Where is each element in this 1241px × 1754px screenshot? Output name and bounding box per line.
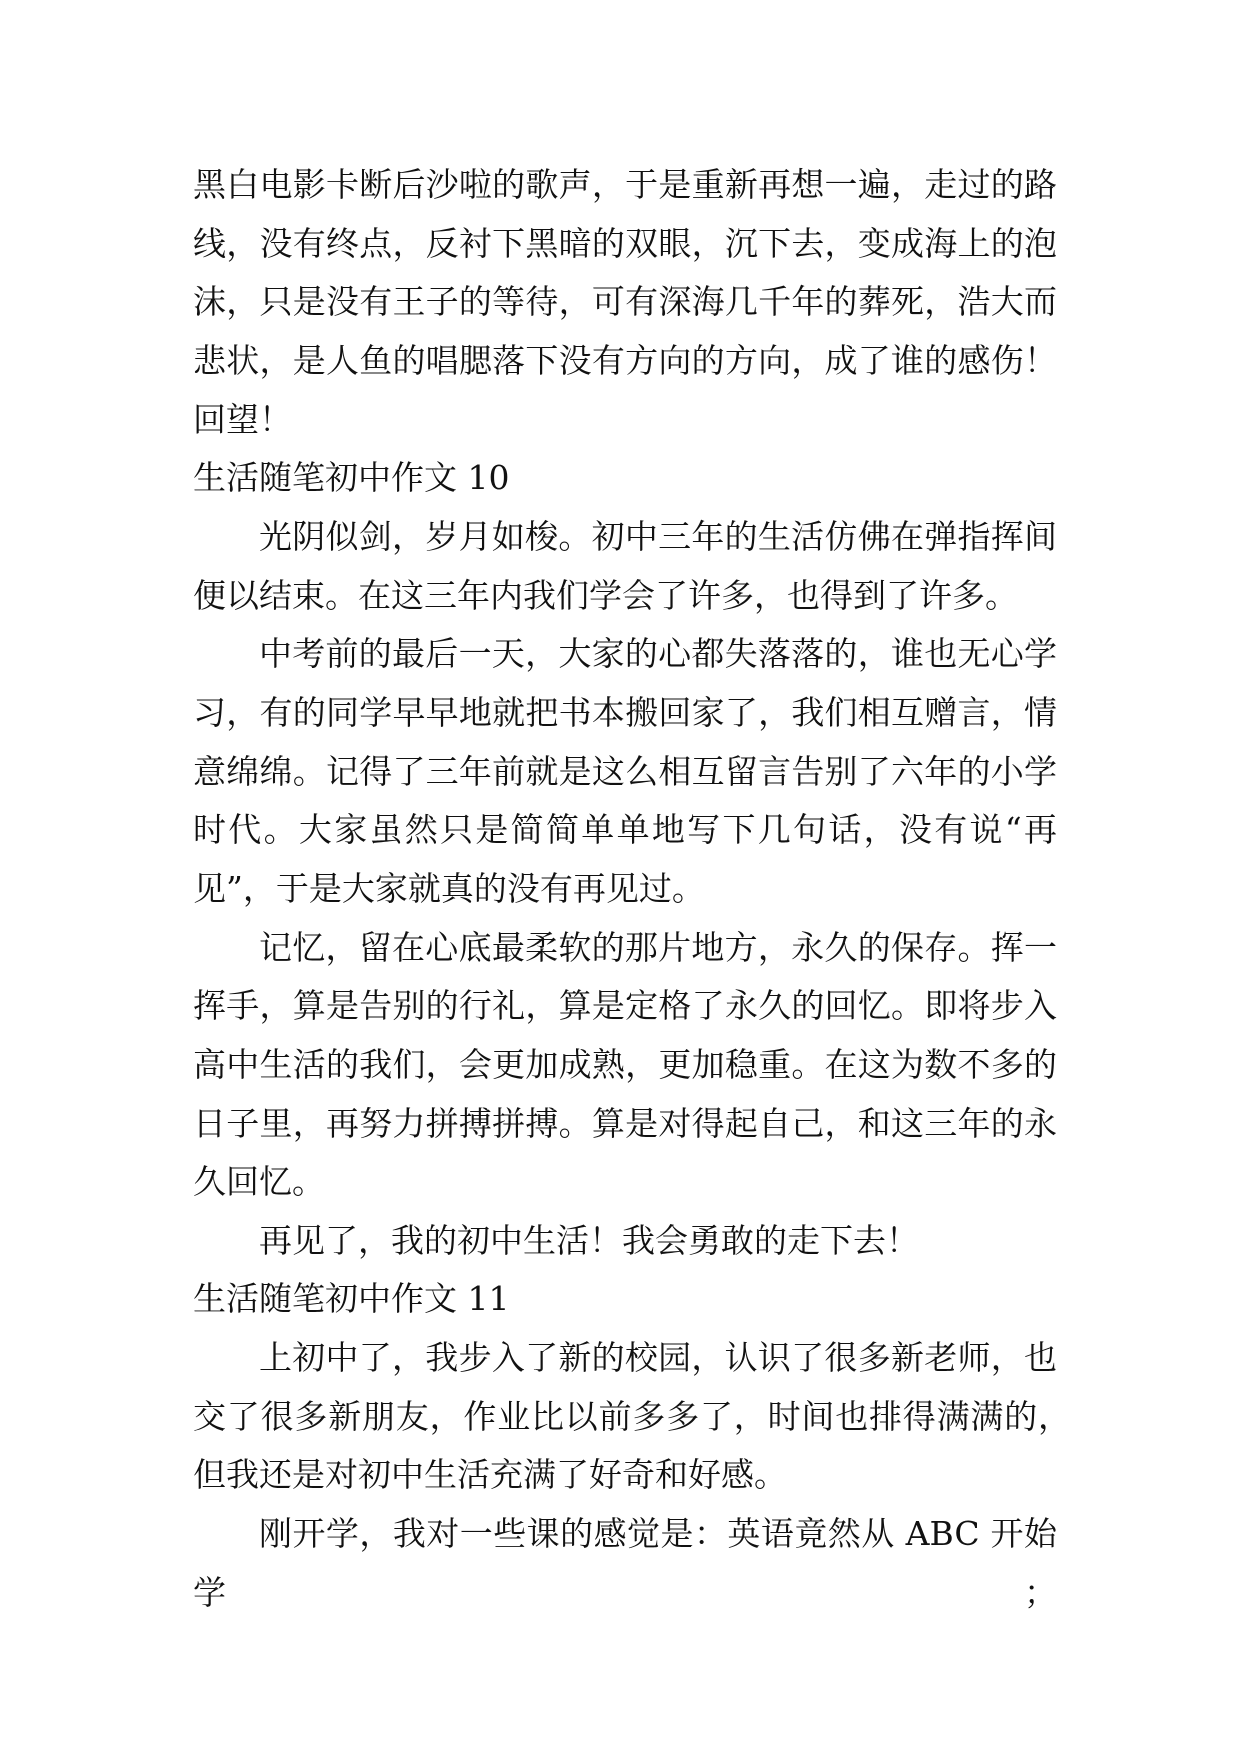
paragraph-line: 高中生活的我们，会更加成熟，更加稳重。在这为数不多的	[193, 1044, 1057, 1084]
paragraph-line: 意绵绵。记得了三年前就是这么相互留言告别了六年的小学	[193, 751, 1057, 791]
paragraph-line: 中考前的最后一天，大家的心都失落落的，谁也无心学	[259, 634, 1057, 674]
paragraph-line: 日子里，再努力拼搏拼搏。算是对得起自己，和这三年的永	[193, 1103, 1057, 1143]
paragraph	[193, 508, 1057, 625]
paragraph-line: 沫，只是没有王子的等待，可有深海几千年的葬死，浩大而	[193, 282, 1057, 322]
essay-heading: 生活随笔初中作文 11	[193, 1279, 510, 1319]
paragraph-line: 但我还是对初中生活充满了好奇和好感。	[193, 1455, 787, 1495]
paragraph-line: 时代。大家虽然只是简简单单地写下几句话，没有说“再	[193, 810, 1057, 850]
paragraph-line: 记忆，留在心底最柔软的那片地方，永久的保存。挥一	[259, 927, 1057, 967]
paragraph-line: 便以结束。在这三年内我们学会了许多，也得到了许多。	[193, 575, 1018, 615]
paragraph-line: 挥手，算是告别的行礼，算是定格了永久的回忆。即将步入	[193, 986, 1057, 1026]
paragraph-line: 再见了，我的初中生活！我会勇敢的走下去！	[259, 1220, 919, 1260]
paragraph	[193, 1329, 1071, 1505]
continued-paragraph	[193, 156, 1057, 449]
essay-heading: 生活随笔初中作文 10	[193, 458, 510, 498]
paragraph	[193, 1505, 1057, 1612]
paragraph-line: 光阴似剑，岁月如梭。初中三年的生活仿佛在弹指挥间	[259, 516, 1057, 556]
paragraph-line: 悲状，是人鱼的唱腮落下没有方向的方向，成了谁的感伤！	[193, 340, 1057, 380]
document-body	[193, 156, 1071, 1612]
paragraph-line: 回望！	[193, 399, 292, 439]
paragraph-line: 久回忆。	[193, 1162, 325, 1202]
paragraph	[193, 919, 1057, 1212]
essay-section-10	[193, 449, 1057, 1270]
paragraph-line: 线，没有终点，反衬下黑暗的双眼，沉下去，变成海上的泡	[193, 223, 1057, 263]
paragraph-line: 上初中了，我步入了新的校园，认识了很多新老师，也	[259, 1338, 1057, 1378]
paragraph-line: 交了很多新朋友，作业比以前多多了，时间也排得满满的，	[193, 1396, 1071, 1436]
paragraph-line: 见”，于是大家就真的没有再见过。	[193, 868, 705, 908]
paragraph-line: 黑白电影卡断后沙啦的歌声，于是重新再想一遍，走过的路	[193, 165, 1057, 204]
paragraph-line: 刚开学，我对一些课的感觉是：英语竟然从 ABC 开始学；	[193, 1514, 1057, 1612]
paragraph	[193, 625, 1057, 918]
paragraph-line: 习，有的同学早早地就把书本搬回家了，我们相互赠言，情	[193, 692, 1057, 732]
essay-section-11	[193, 1270, 1071, 1612]
paragraph	[193, 1212, 1057, 1271]
